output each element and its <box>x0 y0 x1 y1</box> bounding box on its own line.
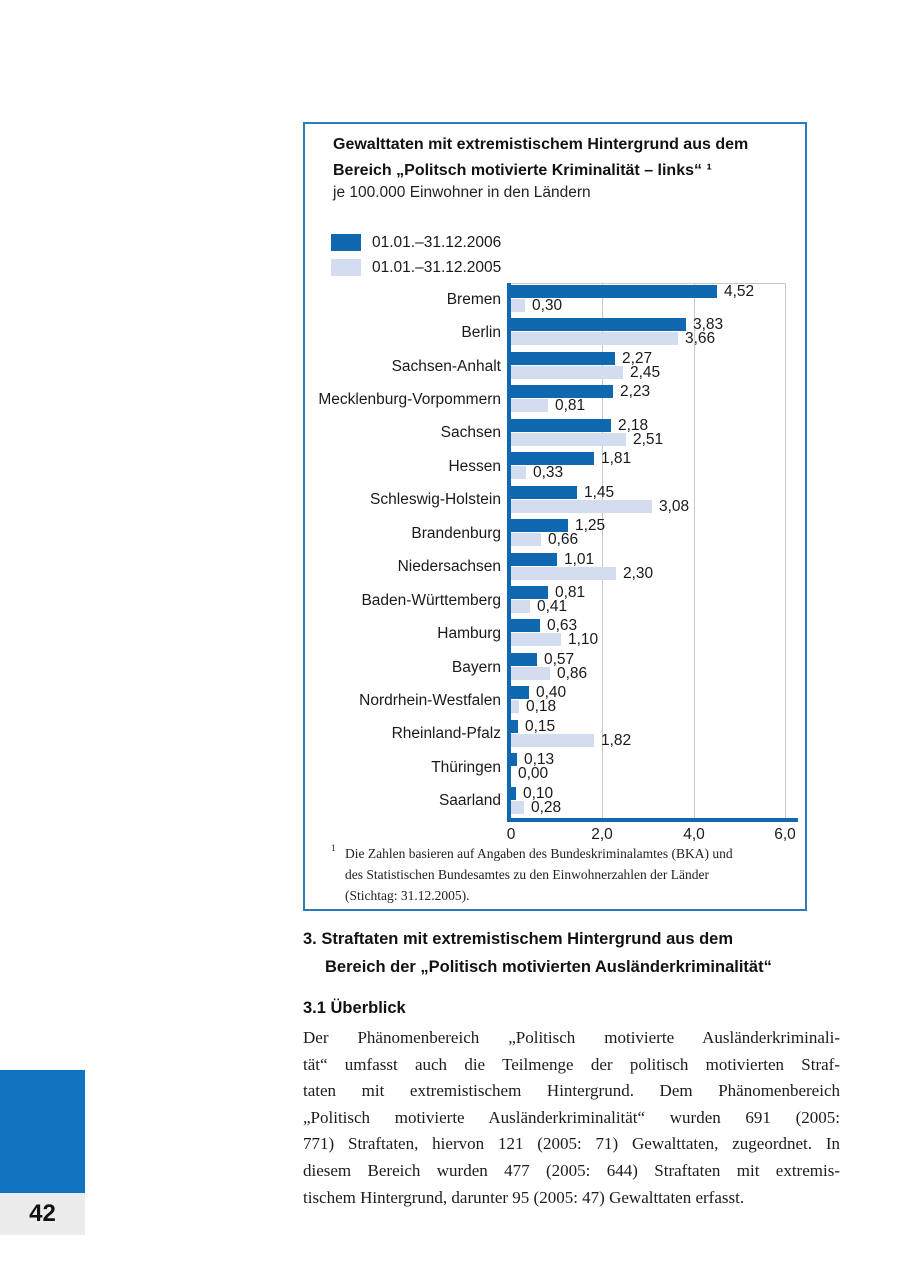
paragraph-line-6: diesem Bereich wurden 477 (2005: 644) Straftaten mit extremis- <box>303 1160 840 1180</box>
land-label: Hessen <box>448 457 501 475</box>
value-label-2005: 2,51 <box>633 430 664 448</box>
chart-panel <box>303 122 807 911</box>
legend-swatch-2006 <box>331 234 361 251</box>
bar-2005 <box>511 332 678 345</box>
legend-item-2005 <box>331 259 501 276</box>
value-label-2006: 0,10 <box>523 784 554 802</box>
land-label: Sachsen <box>440 424 501 442</box>
value-label-2006: 0,40 <box>536 684 567 702</box>
land-label: Saarland <box>438 792 501 810</box>
chart-row <box>305 484 805 517</box>
value-label-2006: 2,18 <box>618 416 649 434</box>
value-label-2006: 4,52 <box>724 283 755 300</box>
bar-2006 <box>511 318 686 331</box>
bar-2005 <box>511 567 616 580</box>
value-label-2006: 3,83 <box>693 316 724 334</box>
x-tick-3: 4,0 <box>683 826 705 843</box>
section-heading-line-2: Bereich der „Politisch motivierten Ausländerkriminalität“ <box>325 957 772 976</box>
bar-2006 <box>511 352 615 365</box>
land-label: Rheinland-Pfalz <box>391 725 501 743</box>
chart-row <box>305 417 805 450</box>
bar-2006 <box>511 619 540 632</box>
land-label: Hamburg <box>437 625 501 643</box>
page-number-box <box>0 1193 85 1235</box>
section-heading-line-1: 3. Straftaten mit extremistischem Hintergrund aus dem <box>303 930 734 948</box>
chart-row <box>305 785 805 818</box>
value-label-2006: 1,45 <box>584 483 615 501</box>
paragraph-line-3: taten mit extremistischem Hintergrund. Dem Phänomenbereich <box>303 1081 840 1101</box>
land-label: Sachsen-Anhalt <box>391 357 501 375</box>
value-label-2005: 0,41 <box>537 597 568 615</box>
bar-2005 <box>511 633 561 646</box>
value-label-2006: 1,81 <box>601 450 632 468</box>
value-label-2005: 3,66 <box>685 330 716 348</box>
overview-heading: 3.1 Überblick <box>303 999 406 1017</box>
x-axis-line <box>507 818 798 822</box>
value-label-2005: 0,81 <box>555 397 586 415</box>
chart-footnote <box>331 843 733 906</box>
chart-row <box>305 450 805 483</box>
land-label: Thüringen <box>431 758 501 776</box>
footnote-marker: 1 <box>331 844 336 854</box>
land-label: Brandenburg <box>411 524 501 542</box>
land-label: Mecklenburg-Vorpommern <box>318 391 501 409</box>
footnote-text <box>345 843 733 906</box>
value-label-2006: 2,27 <box>622 349 653 367</box>
chart-row <box>305 751 805 784</box>
page-number: 42 <box>29 1200 56 1227</box>
bar-2005 <box>511 734 594 747</box>
section-heading <box>303 926 772 981</box>
bar-2005 <box>511 801 524 814</box>
bar-2006 <box>511 720 518 733</box>
paragraph-line-1: Der Phänomenbereich „Politisch motivierte Ausländerkriminali- <box>303 1028 840 1047</box>
legend-label-2005: 01.01.–31.12.2005 <box>372 258 502 276</box>
chart-title-line2: Bereich „Politsch motivierte Kriminalität – links“ ¹ <box>333 162 712 179</box>
land-label: Niedersachsen <box>397 558 501 576</box>
bar-2005 <box>511 533 541 546</box>
value-label-2006: 0,57 <box>544 650 575 668</box>
legend-item-2006 <box>331 234 501 251</box>
value-label-2005: 2,45 <box>630 363 661 381</box>
bar-2005 <box>511 667 550 680</box>
chart-row <box>305 283 805 316</box>
bar-2005 <box>511 466 526 479</box>
value-label-2005: 1,82 <box>601 731 632 749</box>
y-axis-line <box>507 283 511 822</box>
chart-title-line1: Gewalttaten mit extremistischem Hintergrund aus dem <box>333 136 749 153</box>
bar-2005 <box>511 500 652 513</box>
bar-2006 <box>511 419 611 432</box>
bar-2006 <box>511 553 557 566</box>
value-label-2006: 0,15 <box>525 717 556 735</box>
chart-rows <box>305 283 805 818</box>
bar-2005 <box>511 366 623 379</box>
bar-2006 <box>511 486 577 499</box>
bar-2005 <box>511 700 519 713</box>
value-label-2005: 0,00 <box>518 765 549 783</box>
land-label: Baden-Württemberg <box>361 591 501 609</box>
bar-2006 <box>511 753 517 766</box>
value-label-2005: 0,30 <box>532 297 563 314</box>
paragraph-line-5: 771) Straftaten, hiervon 121 (2005: 71) Gewalttaten, zugeordnet. In <box>303 1134 840 1154</box>
value-label-2005: 0,18 <box>526 698 557 716</box>
land-label: Schleswig-Holstein <box>370 491 501 509</box>
chart-row <box>305 517 805 550</box>
chart-row <box>305 584 805 617</box>
value-label-2006: 1,01 <box>564 550 595 568</box>
chart-row <box>305 316 805 349</box>
legend-label-2006: 01.01.–31.12.2006 <box>372 233 502 251</box>
value-label-2006: 0,63 <box>547 617 578 635</box>
chart-row <box>305 617 805 650</box>
chart-row <box>305 383 805 416</box>
value-label-2005: 0,33 <box>533 464 564 482</box>
x-tick-1: 0 <box>506 826 516 843</box>
footnote-line-1: Die Zahlen basieren auf Angaben des Bundeskriminalamtes (BKA) und <box>345 846 733 861</box>
paragraph-line-4: „Politisch motivierte Ausländerkriminalität“ wurden 691 (2005: <box>303 1107 840 1127</box>
value-label-2005: 3,08 <box>659 497 690 515</box>
bar-2006 <box>511 787 516 800</box>
footnote-line-3: (Stichtag: 31.12.2005). <box>345 888 470 903</box>
paragraph-line-7: tischem Hintergrund, darunter 95 (2005: 47) Gewalttaten erfasst. <box>303 1187 745 1207</box>
chart-legend <box>331 234 501 284</box>
legend-swatch-2005 <box>331 259 361 276</box>
land-label: Bayern <box>451 658 501 676</box>
x-tick-2: 2,0 <box>591 826 613 843</box>
value-label-2006: 0,13 <box>524 751 555 769</box>
land-label: Bremen <box>446 290 501 308</box>
land-label: Berlin <box>461 324 501 342</box>
value-label-2005: 0,86 <box>557 664 588 682</box>
land-label: Nordrhein-Westfalen <box>359 691 501 709</box>
chart-row <box>305 551 805 584</box>
value-label-2005: 2,30 <box>623 564 654 582</box>
bar-2005 <box>511 399 548 412</box>
value-label-2006: 0,81 <box>555 583 586 601</box>
chart-title <box>333 132 748 184</box>
bar-2006 <box>511 653 537 666</box>
bar-2005 <box>511 433 626 446</box>
value-label-2006: 2,23 <box>620 383 651 401</box>
sidebar-color-block <box>0 1070 85 1193</box>
chart-row <box>305 684 805 717</box>
value-label-2005: 0,28 <box>531 798 562 816</box>
bar-2006 <box>511 586 548 599</box>
value-label-2005: 1,10 <box>568 631 599 649</box>
chart-subtitle: je 100.000 Einwohner in den Ländern <box>333 184 591 201</box>
chart-row <box>305 350 805 383</box>
x-tick-4: 6,0 <box>774 826 796 843</box>
bar-2005 <box>511 299 525 312</box>
chart-row <box>305 718 805 751</box>
overview-paragraph <box>303 1025 840 1211</box>
footnote-line-2: des Statistischen Bundesamtes zu den Einwohnerzahlen der Länder <box>345 867 710 882</box>
bar-2005 <box>511 600 530 613</box>
chart-row <box>305 651 805 684</box>
bar-chart <box>305 283 805 822</box>
value-label-2006: 1,25 <box>575 517 606 535</box>
value-label-2005: 0,66 <box>548 531 579 549</box>
paragraph-line-2: tät“ umfasst auch die Teilmenge der politisch motivierten Straf- <box>303 1054 840 1074</box>
